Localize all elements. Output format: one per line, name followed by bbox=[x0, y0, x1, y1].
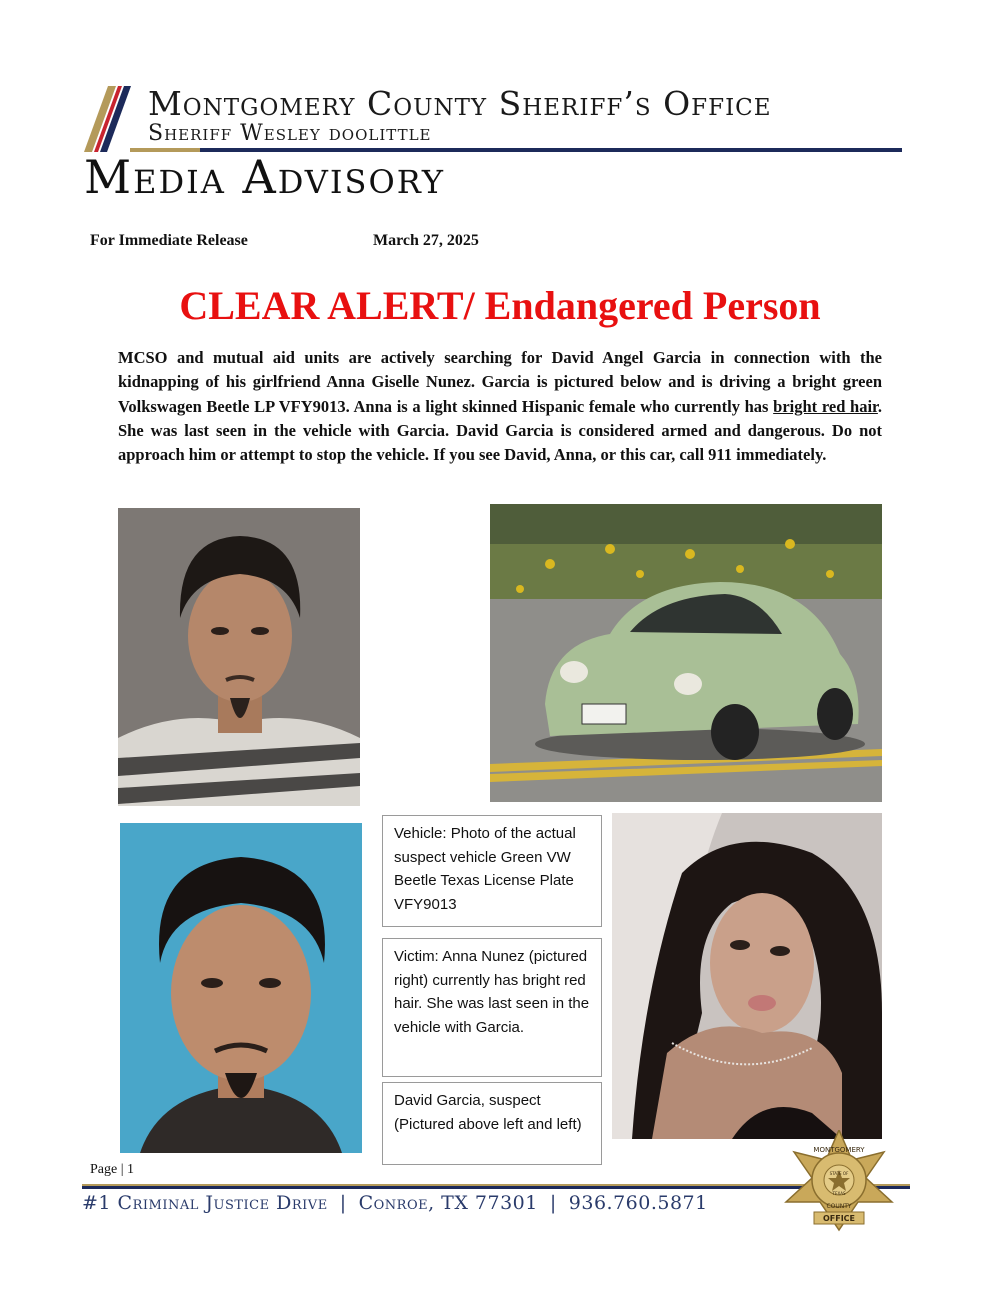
suspect-license-photo bbox=[120, 823, 362, 1153]
org-title: Montgomery County Sheriff’s Office bbox=[148, 84, 772, 123]
footer-address: #1 Criminal Justice Drive bbox=[82, 1192, 328, 1214]
suspect-mugshot-illustration bbox=[118, 508, 360, 806]
alert-title: CLEAR ALERT/ Endangered Person bbox=[179, 283, 821, 328]
footer-city: Conroe, TX 77301 bbox=[358, 1192, 538, 1214]
suspect-caption: David Garcia, suspect (Pictured above left and left) bbox=[382, 1082, 602, 1165]
suspect-vehicle-photo bbox=[490, 504, 882, 802]
sheriff-badge-icon bbox=[766, 1130, 912, 1232]
advisory-body bbox=[118, 346, 882, 467]
sheriff-name: Sheriff Wesley doolittle bbox=[148, 121, 432, 146]
suspect-mugshot-photo bbox=[118, 508, 360, 806]
suspect-license-illustration bbox=[120, 823, 362, 1153]
footer-contact: #1 Criminal Justice Drive | Conroe, TX 77301 | 936.760.5871 bbox=[82, 1192, 708, 1214]
advisory-body-part2: . She was last seen in the vehicle with Garcia. David Garcia is considered armed and dangerous. Do not approach him or attempt to stop the vehicle. If you see David, Anna, or this car, call 911 immediately. bbox=[118, 396, 882, 465]
release-date: March 27, 2025 bbox=[373, 232, 479, 249]
page-number: Page | 1 bbox=[90, 1162, 135, 1177]
badge-center-bottom: TEXAS bbox=[832, 1191, 846, 1196]
victim-illustration bbox=[612, 813, 882, 1139]
victim-caption: Victim: Anna Nunez (pictured right) currently has bright red hair. She was last seen in the vehicle with Garcia. bbox=[382, 938, 602, 1077]
advisory-body-highlight: bright red hair bbox=[773, 396, 878, 416]
vehicle-caption: Vehicle: Photo of the actual suspect vehicle Green VW Beetle Texas License Plate VFY9013 bbox=[382, 815, 602, 927]
badge-bottom-text: OFFICE bbox=[822, 1214, 856, 1223]
victim-photo bbox=[612, 813, 882, 1139]
badge-top-text: MONTGOMERY bbox=[813, 1146, 865, 1154]
footer-phone: 936.760.5871 bbox=[568, 1192, 708, 1214]
logo-stripes bbox=[84, 86, 144, 152]
advisory-body-part1: MCSO and mutual aid units are actively searching for David Angel Garcia in connection with the kidnapping of his girlfriend Anna Giselle Nunez. Garcia is pictured below and is driving a bright green Volkswagen Beetle LP VFY9013. Anna is a light skinned Hispanic female who currently has bbox=[118, 348, 882, 416]
suspect-vehicle-illustration bbox=[490, 504, 882, 802]
badge-county-text: COUNTY bbox=[826, 1203, 852, 1210]
release-label: For Immediate Release bbox=[90, 232, 248, 249]
badge-center-top: STATE OF bbox=[829, 1171, 849, 1176]
document-type-title: Media Advisory bbox=[84, 150, 445, 204]
